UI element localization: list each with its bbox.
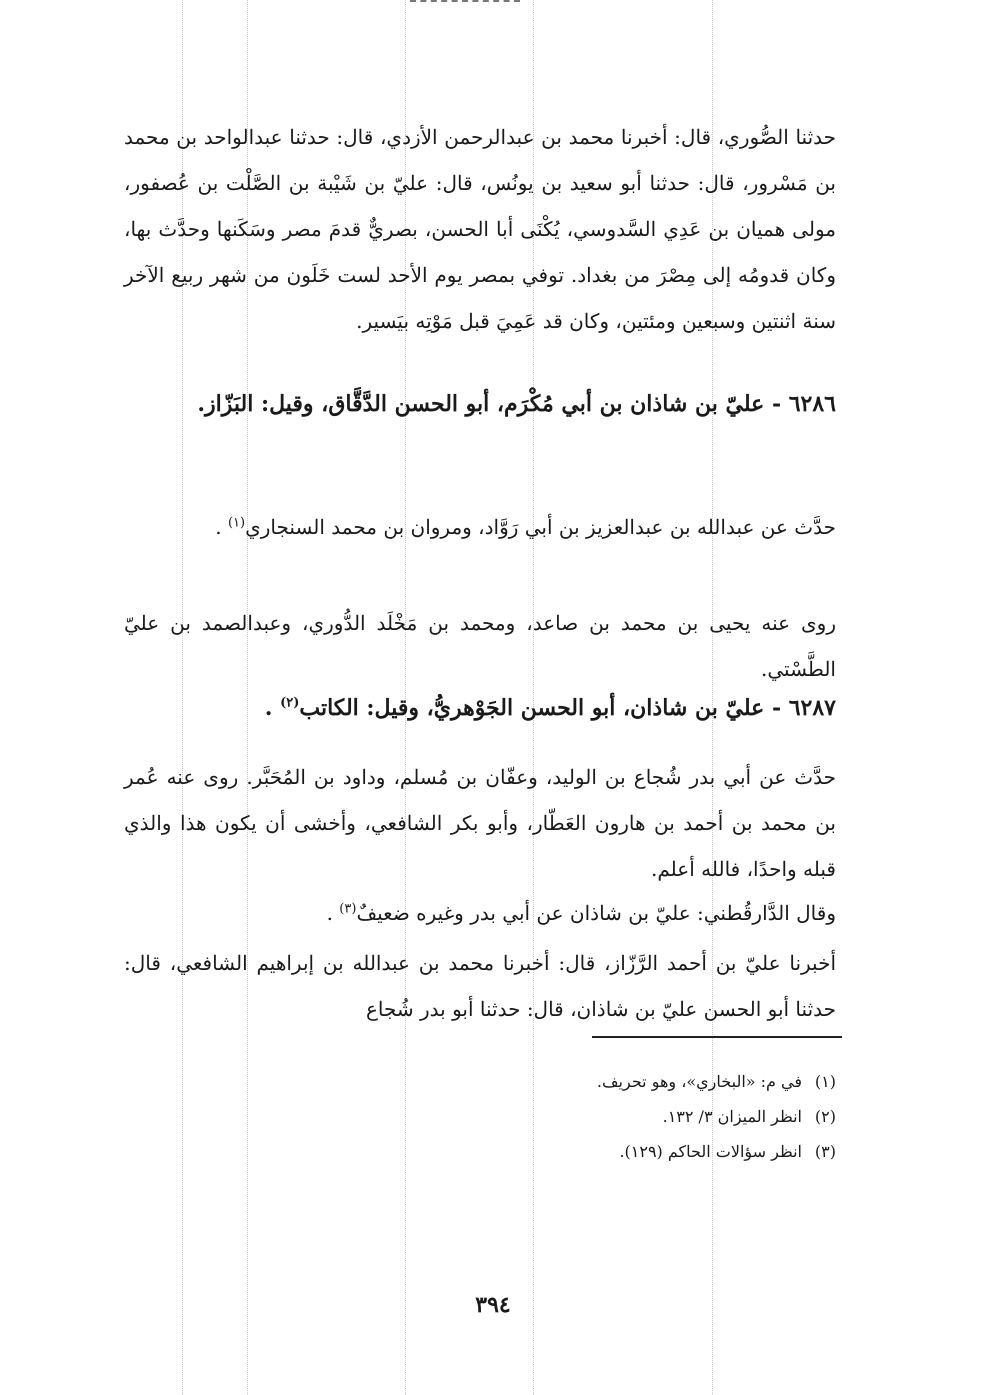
footnotes [336,1064,836,1169]
paragraph-hadith-sources-6287: حدَّث عن أبي بدر شُجاع بن الوليد، وعفّان بن مُسلم، وداود بن المُحَبَّر. روى عنه عُمر بن محمد بن أحمد بن هارون العَطّار، وأبو بكر الشافعي، وأخشى أن يكون هذا والذي قبله واحدًا، فالله أعلم. [124,765,837,881]
footnote-ref-1: (١) [227,515,246,531]
entry-heading-6286: ٦٢٨٦ - عليّ بن شاذان بن أبي مُكْرَم، أبو الحسن الدَّقَّاق، وقيل: البَزّاز. [197,391,836,417]
paragraph-text: وقال الدَّارقُطني: عليّ بن شاذان عن أبي بدر وغيره ضعيفٌ [356,901,836,925]
scan-top-mark [410,0,520,6]
paragraph-end: . [215,515,222,539]
paragraph-text: حدَّث عن عبدالله بن عبدالعزيز بن أبي رَوَّاد، ومروان بن محمد السنجاري [245,515,836,539]
footnote-text: انظر الميزان ٣/ ١٣٢. [662,1107,802,1126]
paragraph-end: . [326,901,333,925]
footnote-number: (١) [814,1072,836,1091]
footnote-text: انظر سؤالات الحاكم (١٢٩). [619,1142,802,1161]
paragraph-narrators-6286: روى عنه يحيى بن محمد بن صاعد، ومحمد بن مَخْلَد الدُّوري، وعبدالصمد بن عليّ الطَّسْتي. [124,611,836,681]
page-number: ٣٩٤ [475,1292,511,1318]
footnote-number: (٢) [814,1107,836,1126]
heading-end: . [264,695,273,721]
footnote-text: في م: «البخاري»، وهو تحريف. [596,1072,802,1091]
paragraph-biography-ali-ibn-shayba: حدثنا الصُّوري، قال: أخبرنا محمد بن عبدالرحمن الأزدي، قال: حدثنا عبدالواحد بن محمد بن مَسْرور، قال: حدثنا أبو سعيد بن يونُس، قال: عليّ بن شَيْبة بن الصَّلْت بن عُصفور، مولى هميان بن عَدِي السَّدوسي، يُكْنَى أبا الحسن، بصريٌّ قدمَ مصر وسَكَنها وحدَّث بها، وكان قدومُه إلى مِصْرَ من بغداد. توفي بمصر يوم الأحد لست خَلَون من شهر ربيع الآخر سنة اثنتين وسبعين ومئتين، وكان قد عَمِيَ قبل مَوْتِه بيَسير. [124,125,836,333]
footnote-3 [336,1134,836,1169]
footnote-ref-3: (٣) [339,901,357,917]
footnote-ref-2: (٢) [280,695,300,711]
footnote-2 [336,1099,836,1134]
paragraph-isnad-chain: أخبرنا عليّ بن أحمد الرَّزّاز، قال: أخبرنا محمد بن عبدالله بن إبراهيم الشافعي، قال: حدثنا أبو الحسن عليّ بن شاذان، قال: حدثنا أبو بدر شُجاع [124,951,836,1021]
entry-heading-6287 [124,684,836,732]
paragraph-daraqutni-remark [124,890,836,936]
footnote-1 [336,1064,836,1099]
footnote-number: (٣) [814,1142,836,1161]
paragraph-hadith-sources-6286 [124,504,836,550]
footnote-separator [592,1036,842,1038]
heading-text: ٦٢٨٧ - عليّ بن شاذان، أبو الحسن الجَوْهريُّ، وقيل: الكاتب [299,695,836,721]
